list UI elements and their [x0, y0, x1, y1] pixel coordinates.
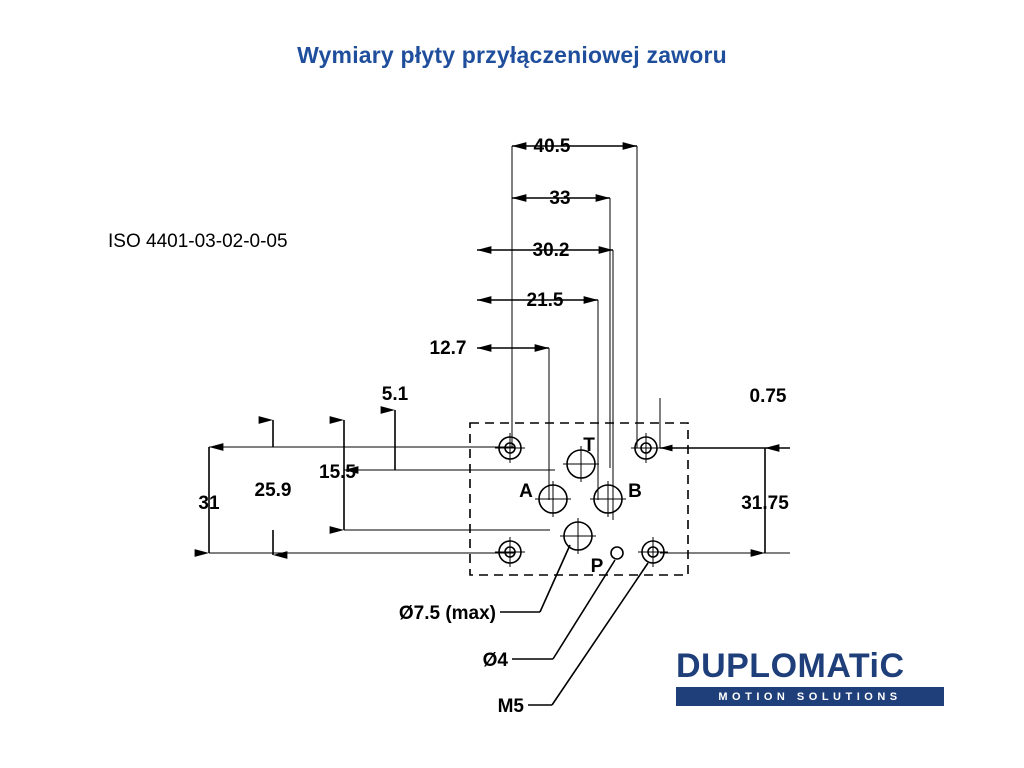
dim-label-5-1: 5.1 [381, 384, 409, 405]
dim-label-31-75: 31.75 [741, 493, 789, 514]
dim-label-40-5: 40.5 [533, 136, 571, 157]
callout-label-m5: M5 [497, 696, 524, 717]
standard-label: ISO 4401-03-02-0-05 [108, 231, 288, 252]
logo-word-part1: D [676, 647, 702, 685]
callout-label-d4: Ø4 [482, 650, 508, 671]
logo-tagline: MOTION SOLUTIONS [718, 690, 902, 703]
port-label-T: T [583, 435, 595, 456]
page-title: Wymiary płyty przyłączeniowej zaworu [297, 42, 727, 68]
small-hole-4 [611, 547, 623, 559]
callout-label-d7-5: Ø7.5 (max) [398, 603, 496, 624]
dim-label-15-5: 15.5 [319, 462, 356, 483]
port-label-P: P [590, 556, 604, 577]
port-label-A: A [519, 481, 533, 502]
port-label-B: B [628, 481, 642, 502]
dim-label-33: 33 [549, 188, 571, 209]
logo-word-part2: UPLOMATiC [701, 647, 905, 685]
leader-d7-5 [540, 545, 570, 612]
dim-label-0-75: 0.75 [749, 386, 787, 407]
logo-wordmark [676, 648, 956, 684]
dim-label-30-2: 30.2 [532, 240, 570, 261]
dim-label-12-7: 12.7 [429, 338, 467, 359]
logo-tagline-bar [676, 687, 944, 706]
dim-label-31: 31 [198, 493, 220, 514]
duplomatic-logo [676, 648, 956, 710]
dim-label-21-5: 21.5 [526, 290, 564, 311]
dim-label-25-9: 25.9 [254, 480, 292, 501]
